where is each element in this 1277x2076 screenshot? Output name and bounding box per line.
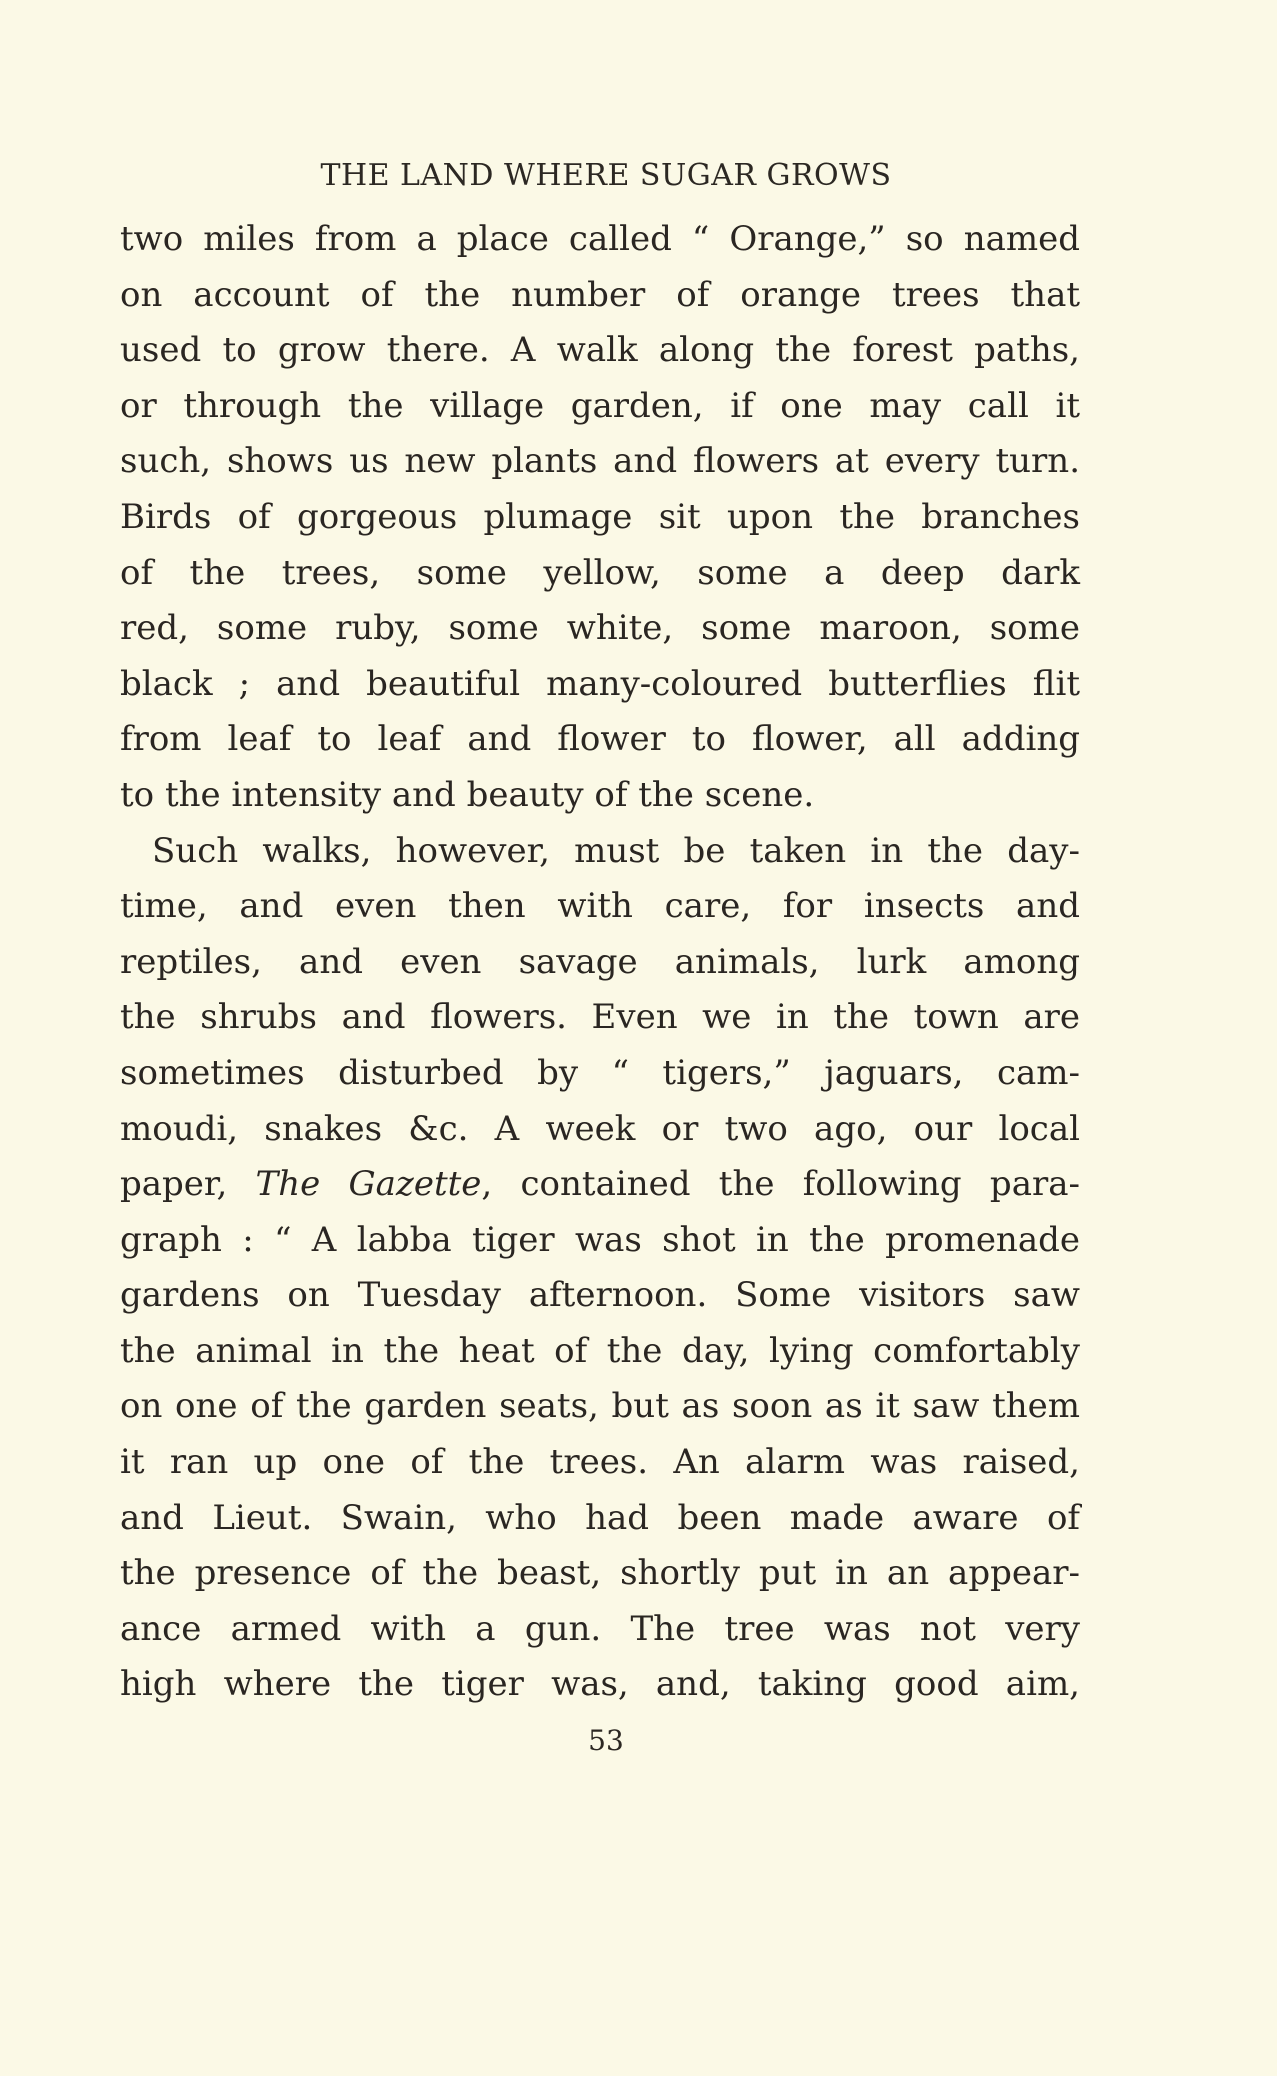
text-fragment: paper, xyxy=(120,1164,256,1205)
running-head: THE LAND WHERE SUGAR GROWS xyxy=(320,158,892,193)
text-line: high where the tiger was, and, taking good aim, xyxy=(120,1664,1080,1705)
text-line: graph : “ A labba tiger was shot in the promenade xyxy=(120,1219,1080,1260)
text-line: the shrubs and flowers. Even we in the town are xyxy=(120,997,1080,1038)
text-line: two miles from a place called “ Orange,” so named xyxy=(120,219,1080,259)
text-line: reptiles, and even savage animals, lurk among xyxy=(120,941,1080,982)
text-line: ance armed with a gun. The tree was not very xyxy=(120,1608,1080,1649)
text-line: Such walks, however, must be taken in the day- xyxy=(152,830,1080,871)
page-number: 53 xyxy=(588,1724,624,1757)
text-line: the presence of the beast, shortly put in an appear- xyxy=(120,1553,1080,1594)
text-line: and Lieut. Swain, who had been made aware of xyxy=(120,1497,1080,1538)
text-line: from leaf to leaf and flower to flower, all adding xyxy=(120,719,1080,760)
body-text xyxy=(120,212,1080,1713)
text-line: on account of the number of orange trees that xyxy=(120,274,1080,315)
text-line: of the trees, some yellow, some a deep dark xyxy=(120,552,1080,593)
text-line: Birds of gorgeous plumage sit upon the branches xyxy=(120,496,1080,537)
text-line: it ran up one of the trees. An alarm was raised, xyxy=(120,1442,1080,1483)
text-line: the animal in the heat of the day, lying comfortably xyxy=(120,1330,1080,1371)
text-line: gardens on Tuesday afternoon. Some visitors saw xyxy=(120,1275,1080,1316)
text-line: black ; and beautiful many-coloured butterflies flit xyxy=(120,663,1080,704)
text-line: red, some ruby, some white, some maroon, some xyxy=(120,608,1080,649)
text-fragment: , contained the following para- xyxy=(481,1164,1080,1205)
text-line-with-italic xyxy=(120,1157,1080,1213)
text-line: or through the village garden, if one may call it xyxy=(120,385,1080,426)
text-line: sometimes disturbed by “ tigers,” jaguars, cam- xyxy=(120,1052,1080,1093)
text-line: to the intensity and beauty of the scene. xyxy=(120,774,815,815)
text-line: used to grow there. A walk along the forest paths, xyxy=(120,330,1080,371)
text-line: such, shows us new plants and flowers at every turn. xyxy=(120,441,1080,482)
text-line: time, and even then with care, for insects and xyxy=(120,886,1080,927)
text-line: moudi, snakes &c. A week or two ago, our local xyxy=(120,1108,1080,1149)
text-line: on one of the garden seats, but as soon as it saw them xyxy=(120,1386,1080,1427)
newspaper-title: The Gazette xyxy=(255,1164,482,1205)
